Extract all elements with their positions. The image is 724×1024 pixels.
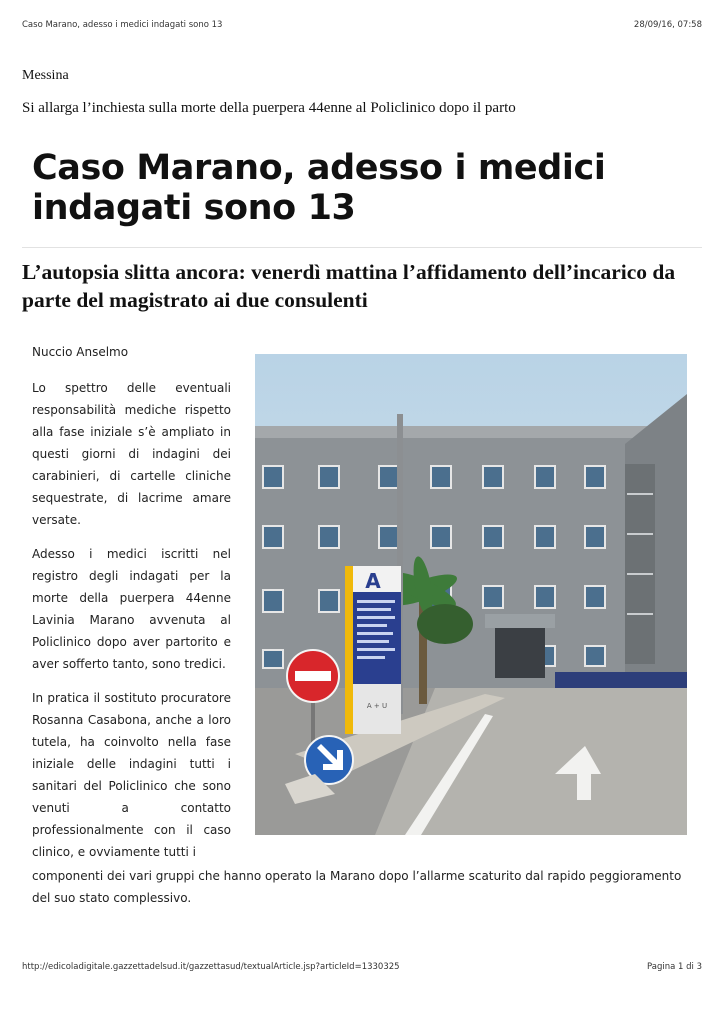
print-header-title: Caso Marano, adesso i medici indagati sono 13 xyxy=(22,20,223,30)
article-author: Nuccio Anselmo xyxy=(32,345,129,359)
body-paragraph: In pratica il sostituto procuratore Rosanna Casabona, anche a loro tutela, ha coinvolto nella fase iniziale delle indagini tutti i sanitari del Policlinico che sono venuti a contatto professionalmente con il caso clinico, e ovviamente tutti i xyxy=(32,691,231,859)
source-url: http://edicoladigitale.gazzettadelsud.it/gazzettasud/textualArticle.jsp?articleId=1330325 xyxy=(22,962,400,972)
article-photo xyxy=(255,354,687,835)
article-kicker: Si allarga l’inchiesta sulla morte della puerpera 44enne al Policlinico dopo il parto xyxy=(22,100,516,116)
article-body xyxy=(32,377,231,875)
article-subheadline: L’autopsia slitta ancora: venerdì mattina l’affidamento dell’incarico da parte del magistrato ai due consulenti xyxy=(22,260,676,312)
sign-letter: A xyxy=(365,569,381,593)
print-header xyxy=(22,20,702,30)
body-paragraph: Adesso i medici iscritti nel registro degli indagati per la morte della puerpera 44enne Lavinia Marano avvenuta al Policlinico dopo aver partorito e aver sofferto tanto, sono tredici. xyxy=(32,547,231,671)
print-header-datetime: 28/09/16, 07:58 xyxy=(633,20,702,30)
headline-divider xyxy=(22,247,702,248)
body-paragraph-continuation: componenti dei vari gruppi che hanno operato la Marano dopo l’allarme scaturito dal rapido peggioramento del suo stato complessivo. xyxy=(32,869,682,905)
sign-sublabel: A + U xyxy=(366,702,388,710)
article-headline: Caso Marano, adesso i medici indagati sono 13 xyxy=(32,148,606,228)
hospital-building-illustration xyxy=(255,354,687,835)
page-number: Pagina 1 di 3 xyxy=(647,962,702,972)
section-label: Messina xyxy=(22,68,69,83)
body-paragraph: Lo spettro delle eventuali responsabilità mediche rispetto alla fase iniziale s’è ampliato in questi giorni di indagini dei carabinieri, di cartelle cliniche sequestrate, di lacrime amare versate. xyxy=(32,381,231,527)
print-footer xyxy=(22,962,702,972)
